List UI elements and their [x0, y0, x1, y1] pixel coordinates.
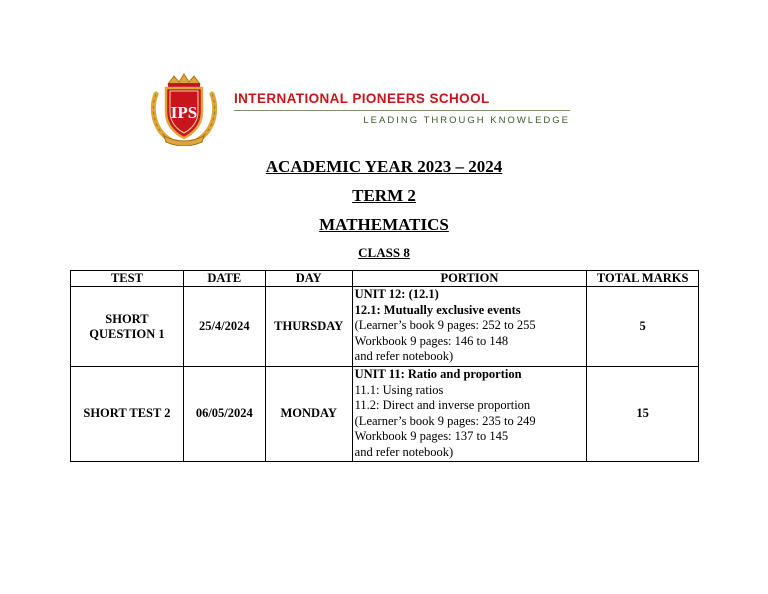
test-name-line: SHORT — [105, 311, 149, 326]
academic-year-title: ACADEMIC YEAR 2023 – 2024 — [265, 157, 503, 176]
portion-line: and refer notebook) — [354, 444, 454, 459]
test-cell — [71, 287, 184, 367]
portion-line: (Learner’s book 9 pages: 252 to 255 — [354, 318, 536, 333]
date-cell: 25/4/2024 — [183, 287, 265, 367]
portion-cell — [352, 367, 587, 462]
portion-cell — [352, 287, 587, 367]
col-header-portion: PORTION — [352, 271, 587, 287]
col-header-test: TEST — [71, 271, 184, 287]
portion-line: UNIT 11: Ratio and proportion — [354, 367, 522, 381]
school-tagline: LEADING THROUGH KNOWLEDGE — [363, 115, 570, 126]
crest-letters: IPS — [170, 103, 198, 122]
table-row — [71, 367, 699, 462]
school-name: INTERNATIONAL PIONEERS SCHOOL — [234, 91, 490, 106]
col-header-date: DATE — [183, 271, 265, 287]
subject-title: MATHEMATICS — [319, 215, 449, 234]
marks-cell: 5 — [587, 287, 699, 367]
portion-line: 11.1: Using ratios — [354, 382, 444, 397]
portion-line: 12.1: Mutually exclusive events — [354, 302, 521, 317]
col-header-total-marks: TOTAL MARKS — [587, 271, 699, 287]
day-cell: MONDAY — [265, 367, 352, 462]
test-cell — [71, 367, 184, 462]
portion-line: 11.2: Direct and inverse proportion — [354, 398, 531, 413]
marks-cell: 15 — [587, 367, 699, 462]
portion-line: Workbook 9 pages: 137 to 145 — [354, 429, 509, 444]
term-title: TERM 2 — [352, 186, 416, 205]
exam-schedule-table — [70, 270, 699, 462]
col-header-day: DAY — [265, 271, 352, 287]
portion-line: Workbook 9 pages: 146 to 148 — [354, 333, 509, 348]
portion-line: (Learner’s book 9 pages: 235 to 249 — [354, 413, 536, 428]
portion-line: and refer notebook) — [354, 349, 454, 364]
class-title: CLASS 8 — [358, 245, 410, 260]
test-name-line: SHORT TEST 2 — [83, 406, 171, 421]
table-row — [71, 287, 699, 367]
date-cell: 06/05/2024 — [183, 367, 265, 462]
day-cell: THURSDAY — [265, 287, 352, 367]
portion-line: UNIT 12: (12.1) — [354, 287, 439, 301]
test-name-line: QUESTION 1 — [89, 326, 165, 341]
school-crest-logo — [148, 72, 220, 146]
table-header-row — [71, 271, 699, 287]
header-rule — [234, 110, 570, 111]
